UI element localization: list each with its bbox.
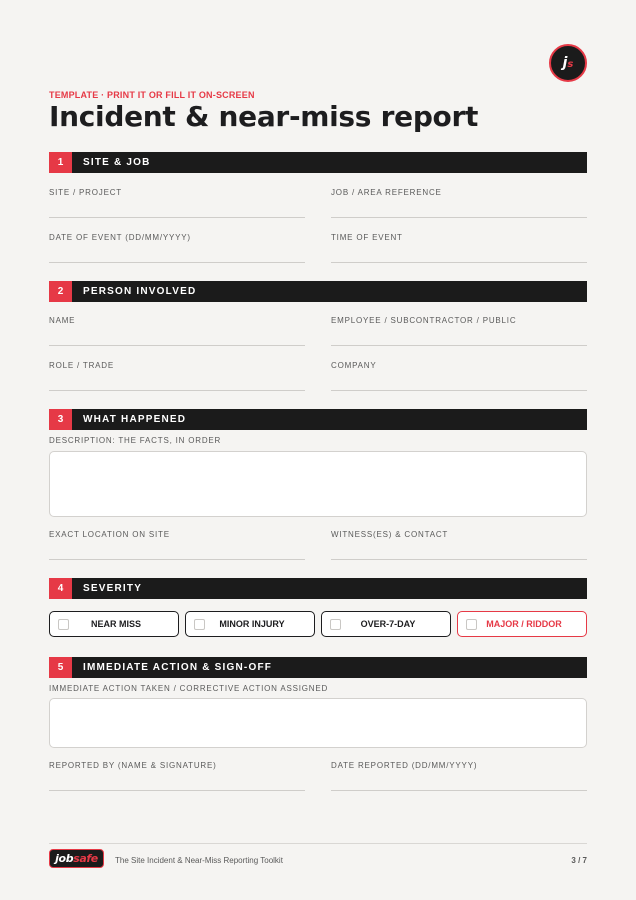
checkbox-icon[interactable]	[58, 619, 69, 630]
severity-over-7-day-option[interactable]	[321, 611, 451, 637]
footer-brand-logo: job safe	[49, 849, 104, 868]
exact-location-label: EXACT LOCATION ON SITE	[49, 530, 170, 539]
severity-label: OVER-7-DAY	[360, 619, 416, 629]
section-3-header	[49, 409, 587, 430]
severity-label: NEAR MISS	[90, 619, 141, 629]
brand-logo-badge: js	[549, 44, 587, 82]
description-label: DESCRIPTION: THE FACTS, IN ORDER	[49, 436, 222, 445]
section-title: WHAT HAPPENED	[83, 414, 187, 425]
section-number: 3	[49, 409, 72, 430]
page-number: 3 / 7	[571, 856, 587, 865]
job-reference-field[interactable]	[331, 217, 587, 218]
role-trade-label: ROLE / TRADE	[49, 361, 115, 370]
site-project-label: SITE / PROJECT	[49, 188, 122, 197]
checkbox-icon[interactable]	[194, 619, 205, 630]
section-number: 1	[49, 152, 72, 173]
description-textarea[interactable]	[49, 451, 587, 517]
job-reference-label: JOB / AREA REFERENCE	[331, 188, 442, 197]
site-project-field[interactable]	[49, 217, 305, 218]
employment-type-label: EMPLOYEE / SUBCONTRACTOR / PUBLIC	[331, 316, 517, 325]
immediate-action-label: IMMEDIATE ACTION TAKEN / CORRECTIVE ACTION ASSIGNED	[49, 684, 329, 693]
section-title: IMMEDIATE ACTION & SIGN-OFF	[83, 662, 273, 673]
section-5-header	[49, 657, 587, 678]
footer-divider	[49, 843, 587, 844]
time-of-event-label: TIME OF EVENT	[331, 233, 403, 242]
section-number: 5	[49, 657, 72, 678]
severity-label: MAJOR / RIDDOR	[486, 619, 562, 629]
role-trade-field[interactable]	[49, 390, 305, 391]
checkbox-icon[interactable]	[466, 619, 477, 630]
checkbox-icon[interactable]	[330, 619, 341, 630]
company-label: COMPANY	[331, 361, 377, 370]
section-number: 4	[49, 578, 72, 599]
section-2-header	[49, 281, 587, 302]
template-eyebrow: TEMPLATE · PRINT IT OR FILL IT ON-SCREEN	[49, 90, 255, 100]
company-field[interactable]	[331, 390, 587, 391]
severity-minor-injury-option[interactable]	[185, 611, 315, 637]
immediate-action-textarea[interactable]	[49, 698, 587, 748]
section-1-header	[49, 152, 587, 173]
reported-by-label: REPORTED BY (NAME & SIGNATURE)	[49, 761, 217, 770]
severity-near-miss-option[interactable]	[49, 611, 179, 637]
witnesses-field[interactable]	[331, 559, 587, 560]
employment-type-field[interactable]	[331, 345, 587, 346]
reported-by-field[interactable]	[49, 790, 305, 791]
footer-title: The Site Incident & Near-Miss Reporting Toolkit	[115, 856, 283, 865]
date-reported-field[interactable]	[331, 790, 587, 791]
date-reported-label: DATE REPORTED (DD/MM/YYYY)	[331, 761, 478, 770]
section-title: PERSON INVOLVED	[83, 286, 197, 297]
date-of-event-field[interactable]	[49, 262, 305, 263]
date-of-event-label: DATE OF EVENT (DD/MM/YYYY)	[49, 233, 191, 242]
name-field[interactable]	[49, 345, 305, 346]
exact-location-field[interactable]	[49, 559, 305, 560]
section-title: SEVERITY	[83, 583, 143, 594]
time-of-event-field[interactable]	[331, 262, 587, 263]
page-title: Incident & near-miss report	[49, 100, 479, 133]
severity-major-riddor-option[interactable]	[457, 611, 587, 637]
section-number: 2	[49, 281, 72, 302]
witnesses-label: WITNESS(ES) & CONTACT	[331, 530, 449, 539]
severity-label: MINOR INJURY	[219, 619, 285, 629]
name-label: NAME	[49, 316, 76, 325]
section-4-header	[49, 578, 587, 599]
section-title: SITE & JOB	[83, 157, 151, 168]
